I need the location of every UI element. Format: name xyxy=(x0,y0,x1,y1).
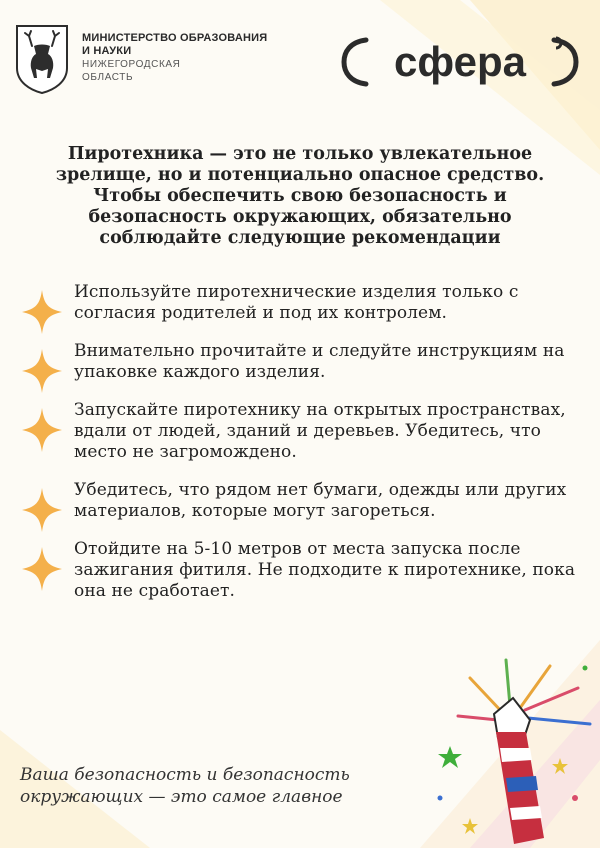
intro-text: Пиротехника — это не только увлекательное зрелище, но и потенциально опасное средство. Чтобы обеспечить свою безопасность и безопасность окружающих, обязательно соблюдайте следующие рекомендации xyxy=(55,144,545,248)
tip-text: Отойдите на 5-10 метров от места запуска после зажигания фитиля. Не подходите к пиротехнике, пока она не сработает. xyxy=(74,539,576,601)
tip-item xyxy=(22,539,582,602)
tip-text: Используйте пиротехнические изделия только с согласия родителей и под их контролем. xyxy=(74,282,519,323)
tip-item xyxy=(22,400,582,463)
header xyxy=(14,24,586,104)
logo-text: сфера xyxy=(394,38,526,85)
sfera-logo xyxy=(340,34,580,90)
ministry-line1: МИНИСТЕРСТВО ОБРАЗОВАНИЯ xyxy=(82,32,268,44)
ministry-line2: И НАУКИ xyxy=(82,45,132,57)
four-point-star-icon xyxy=(22,547,62,591)
tip-item xyxy=(22,282,582,324)
ministry-line3: НИЖЕГОРОДСКАЯ xyxy=(82,59,181,70)
deer-crest-icon xyxy=(14,24,70,94)
firework-icon xyxy=(410,648,600,848)
tip-text: Запускайте пиротехнику на открытых пространствах, вдали от людей, зданий и деревьев. Убедитесь, что место не загромождено. xyxy=(74,400,566,462)
four-point-star-icon xyxy=(22,349,62,393)
footer-slogan: Ваша безопасность и безопасность окружающих — это самое главное xyxy=(20,765,350,807)
four-point-star-icon xyxy=(22,488,62,532)
four-point-star-icon xyxy=(22,408,62,452)
tip-text: Внимательно прочитайте и следуйте инструкциям на упаковке каждого изделия. xyxy=(74,341,565,382)
tip-item xyxy=(22,341,582,383)
ministry-line4: ОБЛАСТЬ xyxy=(82,72,134,83)
tips-list xyxy=(22,282,582,619)
tip-item xyxy=(22,480,582,522)
tip-text: Убедитесь, что рядом нет бумаги, одежды или других материалов, которые могут загореться. xyxy=(74,480,567,521)
four-point-star-icon xyxy=(22,290,62,334)
ministry-name xyxy=(82,32,267,84)
